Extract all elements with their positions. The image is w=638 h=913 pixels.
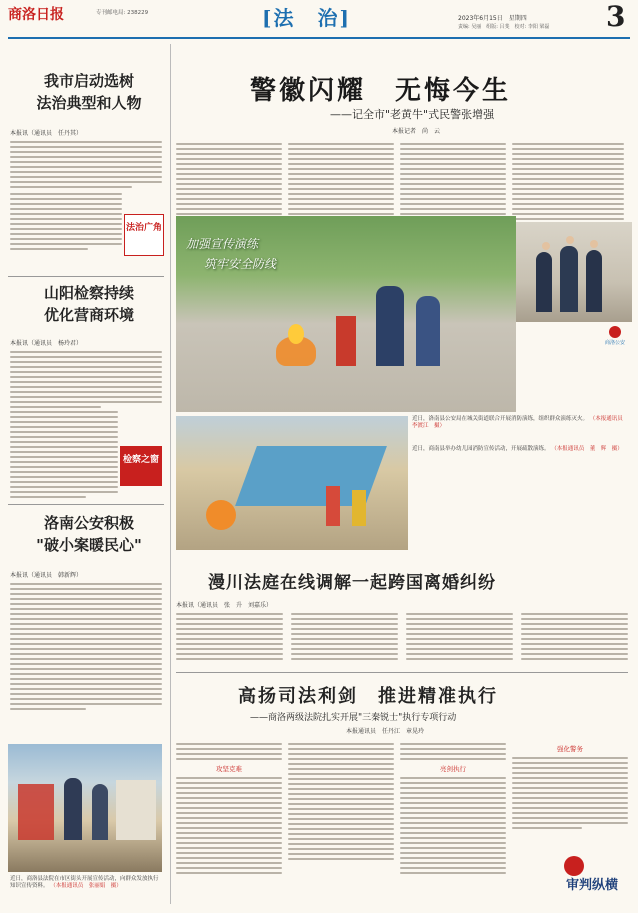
divider [176, 672, 628, 673]
article-5-subtitle: ——商洛两级法院扎实开展"三秦锐士"执行专项行动 [250, 713, 457, 723]
bottom-left-photo-caption: 近日，商洛县法院在市区街头开展宣传活动，向群众发放执行知识宣传资料。 （本报通讯员 张丽娟 摄） [10, 876, 159, 889]
divider [8, 504, 164, 505]
masthead-rule [8, 37, 630, 39]
column-divider [170, 44, 171, 904]
article-1-title: 我市启动选树 法治典型和人物 [36, 72, 142, 112]
edition-number: 专刊邮电局: 238229 [96, 10, 149, 16]
article-5-body-col-1 [176, 740, 282, 877]
article-4-body [176, 610, 628, 663]
lead-title: 警徽闪耀 无悔今生 [250, 76, 512, 106]
article-2-body-narrow [10, 408, 118, 501]
lead-byline: 本报记者 尚 云 [392, 128, 441, 135]
article-5-badge: 审判纵横 [560, 852, 632, 902]
lead-subtitle: ——记全市"老黄牛"式民警张增强 [330, 108, 495, 121]
section-title: [法 治] [262, 6, 351, 30]
article-5-title: 高扬司法利剑 推进精准执行 [238, 686, 498, 707]
article-5-body-col-3 [400, 740, 506, 877]
police-emblem-icon [609, 326, 621, 338]
feature-photo-2 [176, 416, 408, 550]
feature-title: 加强宣传演练 筑牢安全防线 [186, 237, 277, 271]
page-number: 3 [606, 0, 626, 33]
article-5-body-col-4 [512, 740, 628, 832]
bottom-left-photo [8, 744, 162, 872]
article-2-body [10, 348, 162, 411]
article-2-byline: 本报讯（通讯员 杨玲君） [10, 340, 83, 347]
article-5-body-col-2 [288, 740, 394, 863]
article-1-byline: 本报讯（通讯员 任丹其） [10, 130, 83, 137]
issue-date: 2023年6月15日 星期四 [458, 15, 527, 22]
article-5-byline: 本报通讯员 任丹江 章晃玲 [346, 728, 425, 735]
article-5-subhead-3: 强化警务 [557, 745, 583, 753]
left-column [8, 44, 164, 904]
article-5-subhead-2: 亮剑执行 [440, 765, 466, 773]
article-3-byline: 本报讯（通讯员 韩新辉） [10, 572, 83, 579]
article-5-subhead-1: 攻坚克难 [216, 765, 242, 773]
article-1-body-narrow [10, 190, 122, 253]
divider [8, 276, 164, 277]
feature-caption-2: 近日，商南县举办幼儿园消防宣传活动，开展疏散演练。 （本报通讯员 董 辉 摄） [412, 446, 623, 452]
logo: 商洛日报 [8, 7, 64, 23]
masthead [0, 0, 638, 44]
editors-line: 责编: 吴丽 组版: 吕斐 校对: 李阳 梁磊 [458, 24, 550, 30]
lead-photo [516, 222, 632, 322]
article-1-body [10, 138, 162, 191]
article-2-title: 山阳检察持续 优化营商环境 [43, 284, 134, 324]
feature-caption-1: 近日，洛南县公安局在城关街道联合开展消防演练，组织群众演练灭火。 （本报通讯员 李渡江 摄） [412, 416, 629, 429]
article-4-byline: 本报讯（通讯员 张 升 刘嘉乐） [176, 602, 273, 609]
article-1-badge: 法治广角 [124, 214, 164, 256]
feature-photo-1 [176, 216, 516, 412]
lead-body-col-4 [512, 140, 624, 223]
article-3-title: 洛南公安积极 "破小案暖民心" [36, 514, 142, 554]
gavel-icon [564, 856, 584, 876]
lead-badge: 商洛公安 [598, 326, 632, 348]
article-3-body [10, 580, 162, 713]
article-2-badge: 检察之窗 [120, 446, 162, 486]
article-4-title: 漫川法庭在线调解一起跨国离婚纠纷 [208, 573, 496, 593]
